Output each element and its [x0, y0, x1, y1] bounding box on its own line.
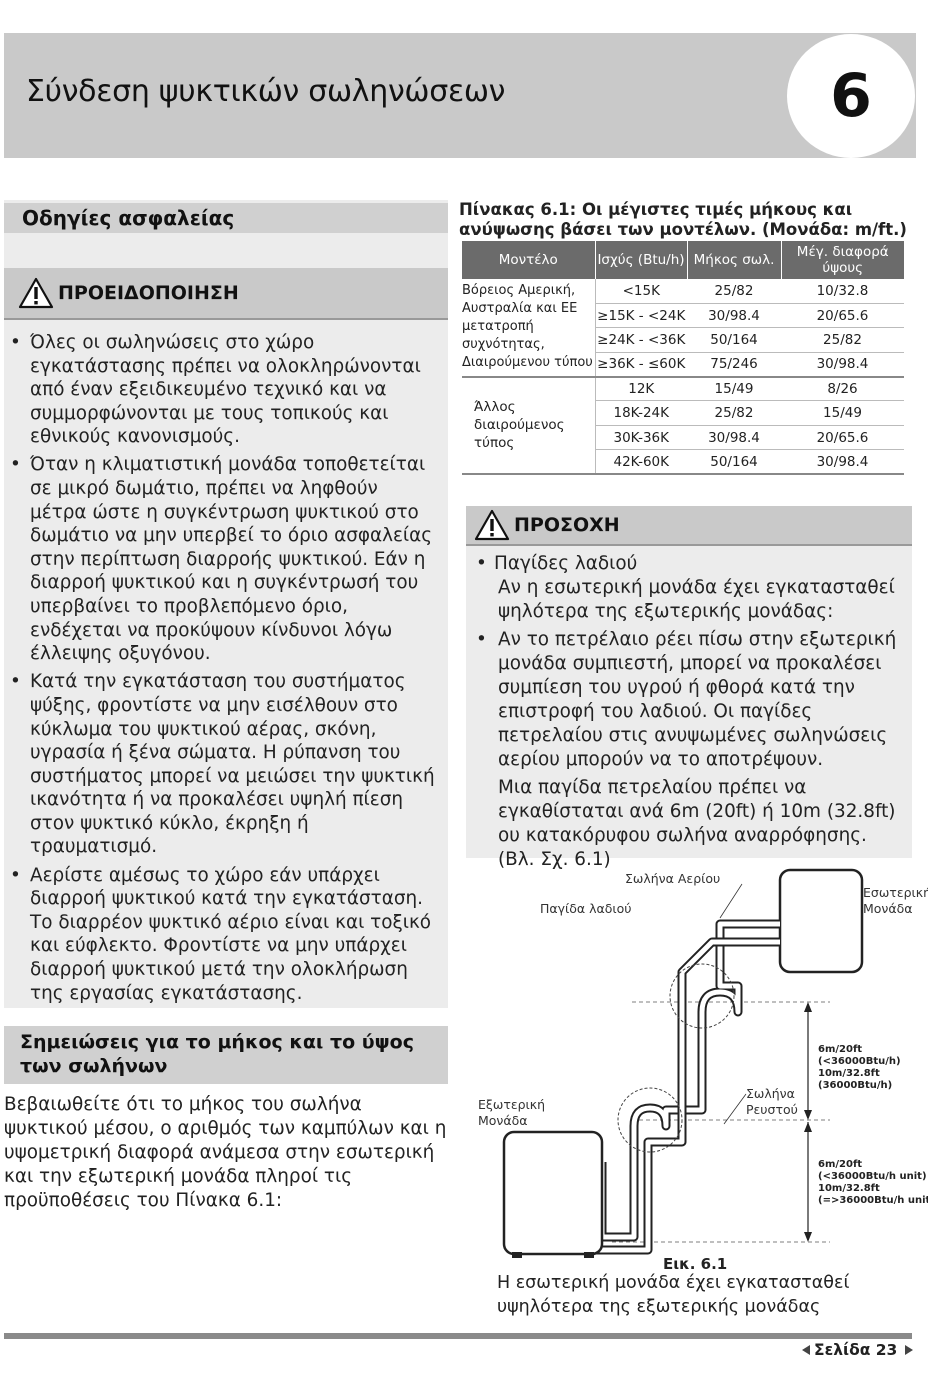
indoor-unit-label-1: Εσωτερική — [863, 885, 928, 900]
caution-triangle-icon — [474, 509, 510, 541]
chapter-number: 6 — [787, 34, 915, 158]
upper-dim-text: (36000Btu/h) — [818, 1080, 893, 1091]
lower-dim-text: 10m/32.8ft — [818, 1183, 880, 1194]
cell: 30/98.4 — [687, 425, 781, 449]
cell: 30/98.4 — [687, 303, 781, 327]
cell: 30/98.4 — [781, 352, 904, 376]
safety-bullet: • Όταν η κλιματιστική μονάδα τοποθετείται σε μικρό δωμάτιο, πρέπει να ληφθούν μέτρα ώστε η συγκέντρωση ψυκτικού στο δωμάτιο να μην υπερβεί το όριο ασφαλείας στην περίπτωση διαρροής ψυκτικού. Εάν η διαρροή ψυκτικού και η συγκέντρωσή του υπερβαίνει το προβλεπόμενο όριο, ενδέχεται να προκύψουν κίνδυνοι λόγω έλλειψης οξυγόνου. — [8, 453, 438, 665]
cell: ≥15K - <24K — [595, 303, 687, 327]
outdoor-unit-label-2: Μονάδα — [478, 1113, 528, 1128]
arrow-head — [804, 1110, 812, 1120]
cell: 50/164 — [687, 328, 781, 352]
cell: 25/82 — [687, 279, 781, 303]
safety-bullet: • Όλες οι σωληνώσεις στο χώρο εγκατάστασης πρέπει να ολοκληρώνονται από έναν εξειδικευμένο τεχνικό και να συμμορφώνονται με τους τοπικούς και εθνικούς κανονισμούς. — [8, 331, 438, 449]
safety-bullet: • Αερίστε αμέσως το χώρο εάν υπάρχει διαρροή ψυκτικού κατά την εγκατάσταση. Το διαρρέον ψυκτικό αέριο είναι και τοξικό και εύφλεκτο. Φροντίστε να μην υπάρχει διαρροή ψυκτικού μετά την ολοκλήρωση της εργασίας εγκατάστασης. — [8, 864, 438, 1006]
lower-dim-text: 6m/20ft — [818, 1159, 863, 1170]
indoor-unit — [780, 870, 862, 972]
cell: 15/49 — [687, 377, 781, 401]
warning-label: ΠΡΟΕΙΔΟΠΟΙΗΣΗ — [58, 282, 239, 304]
cell: 30K-36K — [595, 425, 687, 449]
upper-dim-text: (<36000Btu/h) — [818, 1056, 901, 1067]
cell: 10/32.8 — [781, 279, 904, 303]
cell: 42K-60K — [595, 450, 687, 474]
leader-line — [724, 1094, 746, 1124]
leader-line — [720, 884, 742, 918]
arrow-head — [804, 1232, 812, 1242]
safety-bullet: • Κατά την εγκατάσταση του συστήματος ψύξης, φροντίστε να μην εισέλθουν στο κύκλωμα του ψυκτικού αέρας, σκόνη, υγρασία ή ξένα σώματα. Η ρύπανση του συστήματος μπορεί να μειώσει την ψυκτική ικανότητα ή να προκαλέσει υψηλή πίεση στον ψυκτικό κύκλο, έκρηξη ή τραυματισμό. — [8, 670, 438, 859]
gas-pipe-label: Σωλήνα Αερίου — [625, 871, 721, 886]
caution-bullet — [474, 628, 906, 772]
group2-label: Άλλος διαιρούμενος τύπος — [462, 377, 595, 475]
safety-bullets — [8, 331, 438, 1010]
notes-heading: Σημειώσεις για το μήκος και το ύψος των σωλήνων — [4, 1026, 448, 1084]
cell: 8/26 — [781, 377, 904, 401]
cell: 15/49 — [781, 401, 904, 425]
safety-heading: Οδηγίες ασφαλείας — [4, 203, 448, 233]
figure-number: Εικ. 6.1 — [663, 1255, 728, 1273]
th-length: Μήκος σωλ. — [687, 241, 781, 279]
cell: 18K-24K — [595, 401, 687, 425]
arrow-head — [804, 1122, 812, 1132]
footer-rule — [4, 1333, 912, 1339]
th-model: Μοντέλο — [462, 241, 595, 279]
table-caption: Πίνακας 6.1: Οι μέγιστες τιμές μήκους και ανύψωσης βάσει των μοντέλων. (Μονάδα: m/ft.) — [459, 200, 907, 239]
group1-label: Βόρειος Αμερική, Αυστραλία και ΕΕ μετατροπή συχνότητας, Διαιρούμενου τύπου — [462, 279, 595, 377]
indoor-unit-label-2: Μονάδα — [863, 901, 913, 916]
upper-dim-text: 6m/20ft — [818, 1044, 863, 1055]
cell: 25/82 — [781, 328, 904, 352]
gas-pipe — [602, 924, 780, 1237]
caution-header — [466, 506, 912, 546]
notes-paragraph: Βεβαιωθείτε ότι το μήκος του σωλήνα ψυκτικού μέσου, ο αριθμός των καμπύλων και η υψομετρική διαφορά ανάμεσα στην εσωτερική και την εξωτερική μονάδα πληροί τις προϋποθέσεις του Πίνακα 6.1: — [4, 1094, 447, 1211]
prev-page-icon[interactable] — [802, 1345, 810, 1355]
cell: 25/82 — [687, 401, 781, 425]
page-title: Σύνδεση ψυκτικών σωληνώσεων — [26, 74, 506, 109]
cell: 20/65.6 — [781, 425, 904, 449]
caution-paragraph: Μια παγίδα πετρελαίου πρέπει να εγκαθίσταται ανά 6m (20ft) ή 10m (32.8ft) ου κατακόρυφου σωλήνα αναρρόφησης. (Βλ. Σχ. 6.1) — [498, 777, 896, 870]
gas-pipe-outline — [602, 924, 780, 1237]
cell: ≥24K - <36K — [595, 328, 687, 352]
cell: 30/98.4 — [781, 450, 904, 474]
arrow-head — [804, 1002, 812, 1012]
cell: 12K — [595, 377, 687, 401]
upper-dim-text: 10m/32.8ft — [818, 1068, 880, 1079]
figure-caption-text: Η εσωτερική μονάδα έχει εγκατασταθεί υψηλότερα της εξωτερικής μονάδας — [497, 1273, 850, 1317]
cell: ≥36K - ≤60K — [595, 352, 687, 376]
th-height: Μέγ. διαφορά ύψους — [781, 241, 904, 279]
liquid-pipe-label-2: Ρευστού — [746, 1102, 798, 1117]
spec-table — [462, 241, 904, 475]
oil-trap-diagram — [462, 862, 928, 1266]
lower-dim-text: (<36000Btu/h unit) — [818, 1171, 927, 1182]
page-number: Σελίδα 23 — [814, 1341, 898, 1359]
lower-dim-text: (=>36000Btu/h unit) — [818, 1195, 928, 1206]
table-row — [462, 279, 904, 303]
caution-bullet: • Παγίδες λαδιού — [474, 552, 906, 576]
warning-header — [4, 268, 448, 320]
cell: 75/246 — [687, 352, 781, 376]
caution-label: ΠΡΟΣΟΧΗ — [514, 514, 620, 536]
liquid-pipe-label-1: Σωλήνα — [746, 1086, 795, 1101]
next-page-icon[interactable] — [905, 1345, 913, 1355]
oil-trap-label: Παγίδα λαδιού — [540, 901, 632, 916]
th-capacity: Ισχύς (Btu/h) — [595, 241, 687, 279]
cell: <15K — [595, 279, 687, 303]
caution-text — [474, 552, 906, 872]
caution-paragraph: Αν η εσωτερική μονάδα έχει εγκατασταθεί ψηλότερα της εξωτερικής μονάδας: — [498, 577, 895, 622]
cell: 50/164 — [687, 450, 781, 474]
table-row — [462, 377, 904, 401]
caution-bullet-text: • Αν το πετρέλαιο ρέει πίσω στην εξωτερική μονάδα συμπιεστή, μπορεί να προκαλέσει συμπίεση του υγρού ή φθορά κατά την επιστροφή του λαδιού. Οι παγίδες πετρελαίου στις ανυψωμένες σωληνώσεις αερίου μπορούν να το αποτρέψουν. — [498, 629, 897, 770]
table-header-row — [462, 241, 904, 279]
outdoor-unit-label-1: Εξωτερική — [478, 1097, 546, 1112]
figure-caption — [497, 1257, 917, 1319]
cell: 20/65.6 — [781, 303, 904, 327]
warning-triangle-icon — [18, 277, 54, 309]
page-navigation — [802, 1341, 913, 1359]
outdoor-unit — [504, 1132, 602, 1254]
